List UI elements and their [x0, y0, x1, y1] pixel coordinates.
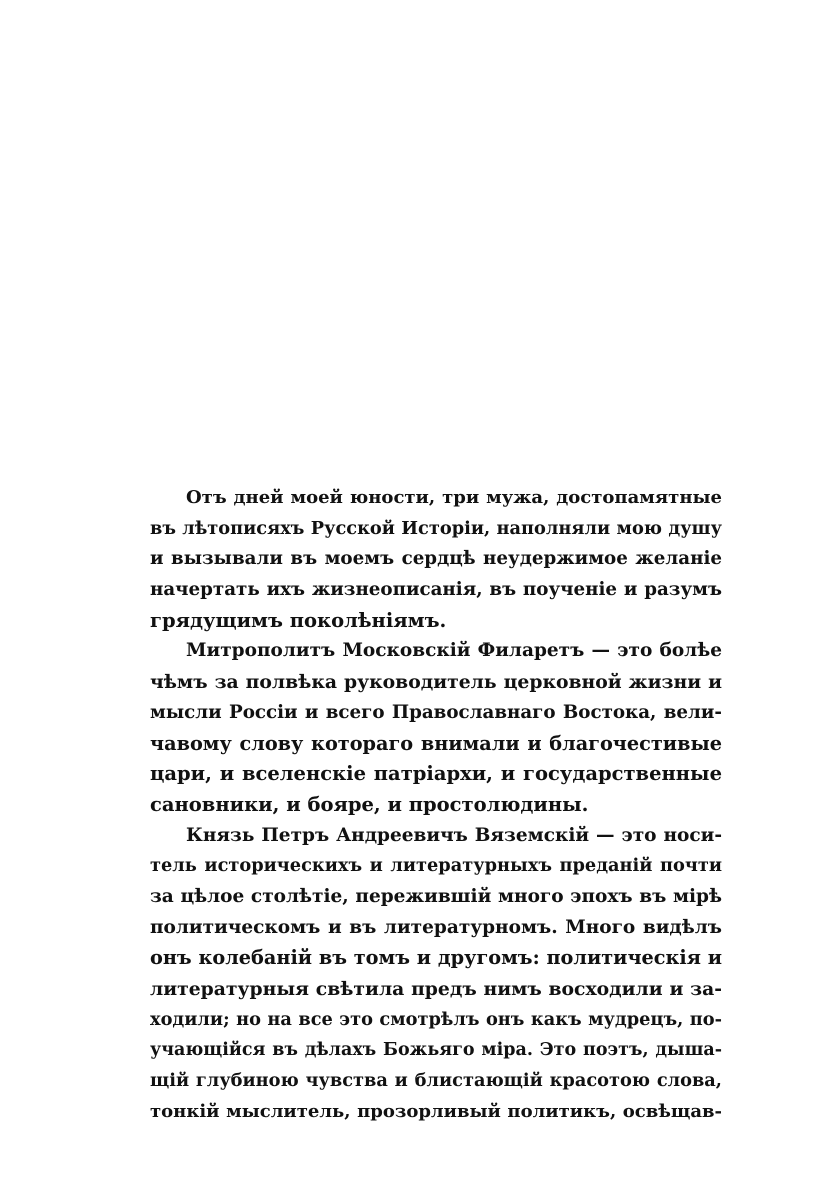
text-line: чѣмъ за полвѣка руководитель церковной жизни и: [150, 671, 722, 694]
text-line: политическомъ и въ литературномъ. Много видѣлъ: [150, 916, 722, 938]
text-line: щій глубиною чувства и блистающій красотою слова,: [150, 1070, 722, 1092]
text-line: сановники, и бояре, и простолюдины.: [150, 792, 589, 816]
text-line: Отъ дней моей юности, три мужа, достопамятные: [186, 487, 722, 508]
text-line: грядущимъ поколѣніямъ.: [150, 608, 447, 632]
text-line: тель историческихъ и литературныхъ преданій почти: [150, 855, 722, 877]
text-line: Князь Петръ Андреевичъ Вяземскій — это носи-: [186, 824, 722, 846]
text-line: въ лѣтописяхъ Русской Исторіи, наполняли мою душу: [150, 517, 722, 539]
text-line: и вызывали въ моемъ сердцѣ неудержимое желаніе: [150, 548, 722, 570]
text-line: за цѣлое столѣтіе, пережившій много эпохъ въ мірѣ: [150, 885, 722, 907]
body-text: [150, 483, 722, 1127]
text-line: тонкій мыслитель, прозорливый политикъ, освѣщав-: [150, 1100, 722, 1122]
text-line: ходили; но на все это смотрѣлъ онъ какъ мудрецъ, по-: [150, 1008, 722, 1030]
paragraph-2: [150, 636, 722, 820]
text-line: мысли Россіи и всего Православнаго Востока, вели-: [150, 701, 722, 723]
text-line: цари, и вселенскіе патріархи, и государственные: [150, 762, 722, 786]
text-line: литературныя свѣтила предъ нимъ восходили и за-: [150, 978, 722, 1000]
paragraph-3: [150, 821, 722, 1128]
text-line: учающійся въ дѣлахъ Божьяго міра. Это поэтъ, дыша-: [150, 1040, 722, 1061]
text-line: начертать ихъ жизнеописанія, въ поученіе и разумъ: [150, 579, 722, 601]
paragraph-1: [150, 483, 722, 636]
text-line: онъ колебаній въ томъ и другомъ: политическія и: [150, 946, 722, 970]
text-line: чавому слову котораго внимали и благочестивые: [150, 731, 722, 755]
text-line: Митрополитъ Московскій Филаретъ — это болѣе: [186, 640, 722, 662]
